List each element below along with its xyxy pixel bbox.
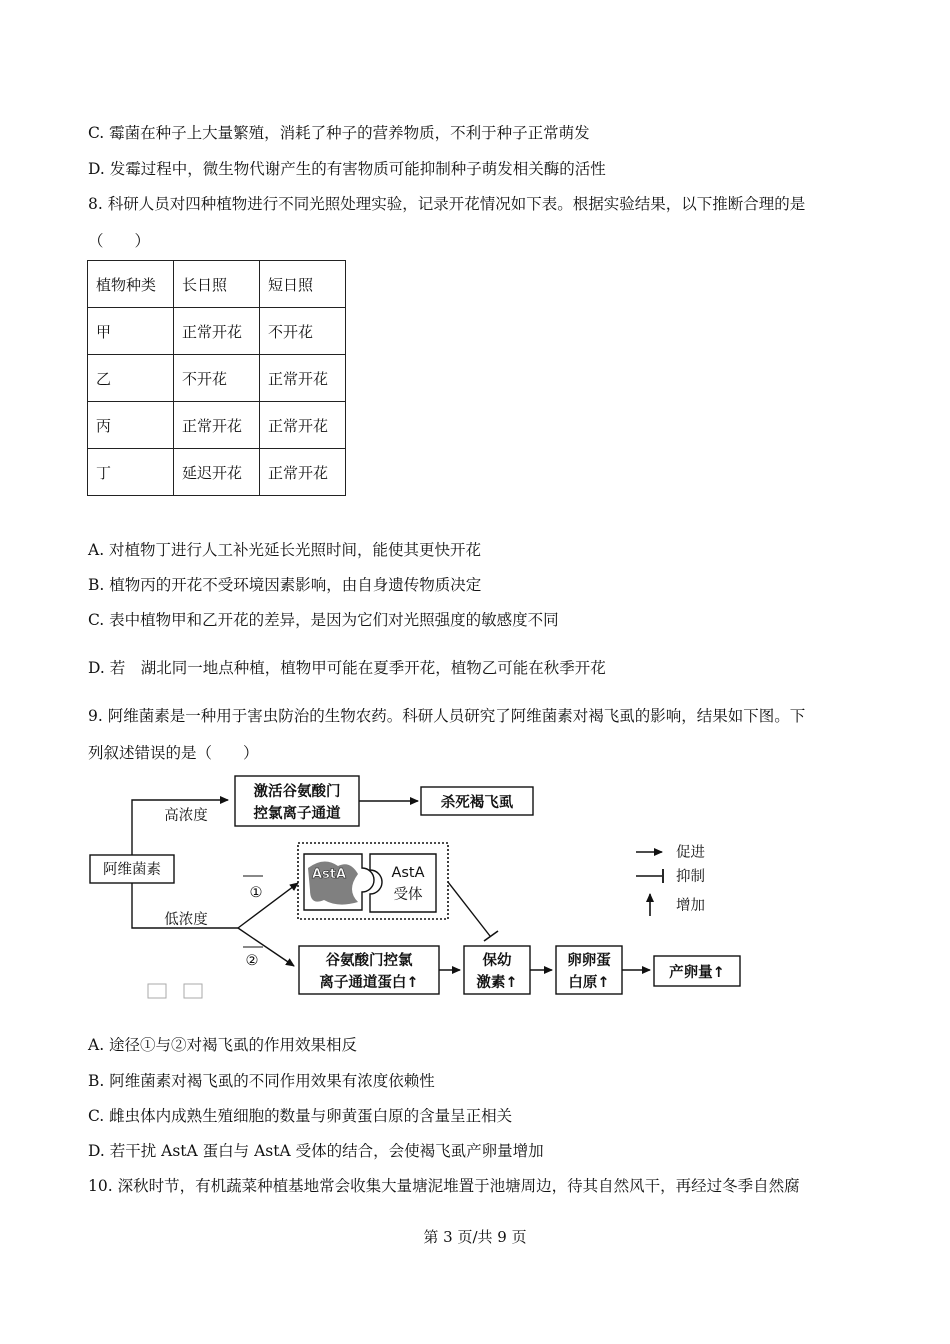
- flowering-table: [87, 260, 346, 496]
- table-cell: 乙: [88, 355, 174, 402]
- table-cell: 正常开花: [260, 402, 346, 449]
- juvenile-hormone-line1: 保幼: [482, 953, 512, 969]
- option-9c: C. 雌虫体内成熟生殖细胞的数量与卵黄蛋白原的含量呈正相关: [88, 1107, 513, 1125]
- table-cell: 不开花: [174, 355, 260, 402]
- table-cell: 丙: [88, 402, 174, 449]
- table-header: 短日照: [260, 261, 346, 308]
- table-cell: 不开花: [260, 308, 346, 355]
- kill-label: 杀死褐飞虱: [440, 795, 514, 811]
- table-cell: 甲: [88, 308, 174, 355]
- option-8a: A. 对植物丁进行人工补光延长光照时间，能使其更快开花: [88, 541, 482, 559]
- table-row: [88, 308, 346, 355]
- asta-label: AstA: [311, 867, 347, 882]
- low-concentration-label: 低浓度: [164, 912, 208, 928]
- vitellogenin-line1: 卵卵蛋: [567, 953, 611, 969]
- receptor-line1: AstA: [391, 865, 425, 881]
- vitellogenin-line2: 白原↑: [568, 975, 610, 991]
- question-8-paren: （ ）: [88, 232, 151, 250]
- question-9-stem-cont: 列叙述错误的是（ ）: [88, 744, 259, 762]
- table-row: [88, 449, 346, 496]
- question-8-stem: 8. 科研人员对四种植物进行不同光照处理实验，记录开花情况如下表。根据实验结果，以下推断合理的是: [88, 195, 806, 213]
- source-label: 阿维菌素: [103, 862, 161, 878]
- legend-increase-label: 增加: [676, 898, 705, 914]
- option-7c: C. 霉菌在种子上大量繁殖，消耗了种子的营养物质，不利于种子正常萌发: [88, 124, 590, 142]
- path2-label: ②: [245, 953, 259, 969]
- table-row: [88, 402, 346, 449]
- path1-label: ①: [249, 885, 263, 901]
- table-cell: 正常开花: [260, 449, 346, 496]
- juvenile-hormone-line2: 激素↑: [476, 975, 518, 991]
- table-cell: 正常开花: [174, 402, 260, 449]
- question-9-stem: 9. 阿维菌素是一种用于害虫防治的生物农药。科研人员研究了阿维菌素对褐飞虱的影响，结果如下图。下: [88, 707, 806, 725]
- table-header-row: [88, 261, 346, 308]
- question-10-stem: 10. 深秋时节，有机蔬菜种植基地常会收集大量塘泥堆置于池塘周边，待其自然风干，再经过冬季自然腐: [88, 1177, 800, 1195]
- high-concentration-label: 高浓度: [164, 808, 208, 824]
- receptor-shape: [370, 854, 436, 912]
- legend-inhibit-label: 抑制: [676, 869, 705, 885]
- channel-protein-line1: 谷氨酸门控氯: [325, 953, 413, 969]
- receptor-line2: 受体: [393, 887, 423, 903]
- option-8d: D. 若 湖北同一地点种植，植物甲可能在夏季开花，植物乙可能在秋季开花: [88, 659, 606, 677]
- glu-channel-activation-line2: 控氯离子通道: [253, 806, 341, 822]
- artifact-box: [148, 984, 166, 998]
- option-8b: B. 植物丙的开花不受环境因素影响，由自身遗传物质决定: [88, 576, 482, 594]
- channel-protein-line2: 离子通道蛋白↑: [319, 975, 419, 991]
- page-footer: 第 3 页/共 9 页: [423, 1228, 527, 1246]
- egg-yield-label: 产卵量↑: [669, 965, 725, 981]
- inhibit-line: [448, 882, 490, 936]
- path1-arrow: [238, 883, 298, 928]
- table-header: 植物种类: [88, 261, 174, 308]
- avermectin-pathway-diagram: [88, 770, 748, 1000]
- table-cell: 正常开花: [174, 308, 260, 355]
- option-9b: B. 阿维菌素对褐飞虱的不同作用效果有浓度依赖性: [88, 1072, 435, 1090]
- option-9d: D. 若干扰 AstA 蛋白与 AstA 受体的结合，会使褐飞虱产卵量增加: [88, 1142, 544, 1160]
- option-8c: C. 表中植物甲和乙开花的差异，是因为它们对光照强度的敏感度不同: [88, 611, 559, 629]
- table-header: 长日照: [174, 261, 260, 308]
- legend-promote-label: 促进: [676, 845, 705, 861]
- option-7d: D. 发霉过程中，微生物代谢产生的有害物质可能抑制种子萌发相关酶的活性: [88, 160, 606, 178]
- inhibit-bar: [484, 931, 498, 941]
- table-cell: 丁: [88, 449, 174, 496]
- table-row: [88, 355, 346, 402]
- artifact-box: [184, 984, 202, 998]
- table-cell: 延迟开花: [174, 449, 260, 496]
- option-9a: A. 途径①与②对褐飞虱的作用效果相反: [88, 1036, 358, 1054]
- table-cell: 正常开花: [260, 355, 346, 402]
- glu-channel-activation-line1: 激活谷氨酸门: [253, 784, 341, 800]
